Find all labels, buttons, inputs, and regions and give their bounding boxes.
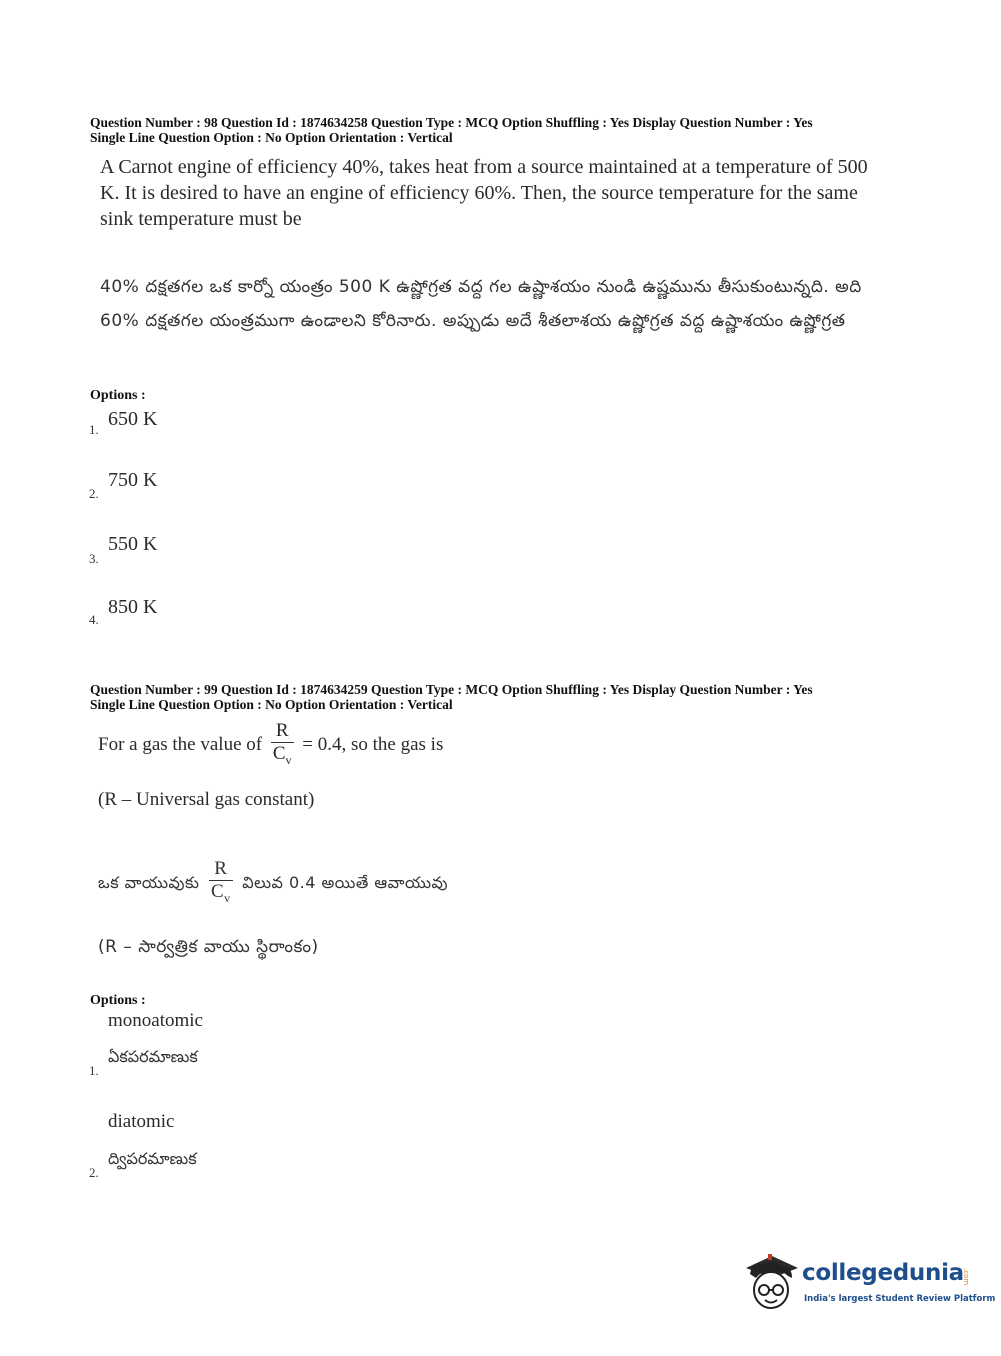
q99-note-english: (R – Universal gas constant) — [98, 789, 315, 810]
q98-options-label: Options : — [90, 388, 146, 403]
q98-question-telugu: 40% దక్షతగల ఒక కార్నో యంత్రం 500 K ఉష్ణోగ్రత వద్ద గల ఉష్ణాశయం నుండి ఉష్ణమును తీసుకుంటున్నది. అది 60% దక్షతగల యంత్రముగా ఉండాలని కోరినారు. అప్పుడు అదే శీతలాశయ ఉష్ణోగ్రత వద్ద ఉష్ణాశయం ఉష్ణోగ్రత — [100, 277, 862, 331]
option-text-english: diatomic — [108, 1111, 175, 1132]
q99-question-english — [98, 720, 878, 771]
option-number: 1. — [89, 422, 99, 437]
option-text: 850 K — [108, 596, 158, 618]
q98-meta-line-2: Single Line Question Option : No Option Orientation : Vertical — [90, 130, 453, 145]
q99-meta-line-1: Question Number : 99 Question Id : 1874634259 Question Type : MCQ Option Shuffling : Yes Display Question Number : Yes — [90, 682, 813, 697]
option-number: 2. — [89, 486, 99, 501]
q99-question-prefix: For a gas the value of — [98, 733, 263, 755]
fraction-numerator: R — [214, 858, 228, 879]
r-over-cv-fraction — [271, 720, 294, 771]
q99-telugu-suffix: విలువ 0.4 అయితే ఆవాయువు — [242, 872, 449, 892]
fraction-denominator — [209, 880, 233, 909]
logo-tagline: India's largest Student Review Platform — [804, 1294, 996, 1304]
fraction-denominator — [271, 742, 294, 771]
q99-note-telugu: (R – సార్వత్రిక వాయు స్థిరాంకం) — [98, 937, 319, 957]
fraction-numerator: R — [275, 720, 289, 741]
q99-options-label: Options : — [90, 993, 146, 1008]
option-number: 1. — [89, 1063, 99, 1078]
q99-telugu-prefix: ఒక వాయువుకు — [98, 872, 200, 892]
option-text-english: monoatomic — [108, 1010, 203, 1031]
q98-question-english: A Carnot engine of efficiency 40%, takes heat from a source maintained at a temperature of 500 K. It is desired to have an engine of efficiency 60%. Then, the source temperature for the same sink temperature must be — [100, 156, 868, 230]
option-text: 650 K — [108, 408, 158, 430]
q99-question-suffix: = 0.4, so the gas is — [302, 733, 444, 755]
logo-wordmark: collegedunia — [802, 1260, 964, 1286]
q98-meta-line-1: Question Number : 98 Question Id : 1874634258 Question Type : MCQ Option Shuffling : Yes Display Question Number : Yes — [90, 115, 813, 130]
option-number: 4. — [89, 612, 99, 627]
logo-com: .com — [962, 1268, 970, 1286]
option-text-telugu: ఏకపరమాణుక — [108, 1047, 198, 1066]
denominator-c: C — [210, 881, 225, 902]
collegedunia-logo — [742, 1248, 996, 1314]
denominator-c: C — [272, 743, 286, 764]
option-number: 3. — [89, 551, 99, 566]
denominator-subscript: v — [285, 752, 292, 767]
q99-meta-line-2: Single Line Question Option : No Option Orientation : Vertical — [90, 697, 453, 712]
denominator-subscript: v — [224, 890, 231, 905]
r-over-cv-fraction-telugu — [209, 858, 233, 909]
option-text: 550 K — [108, 533, 158, 555]
option-number: 2. — [89, 1165, 99, 1180]
option-text: 750 K — [108, 469, 158, 491]
option-text-telugu: ద్విపరమాణుక — [108, 1149, 197, 1168]
q99-question-telugu — [98, 858, 878, 909]
student-mascot-icon — [742, 1248, 800, 1314]
